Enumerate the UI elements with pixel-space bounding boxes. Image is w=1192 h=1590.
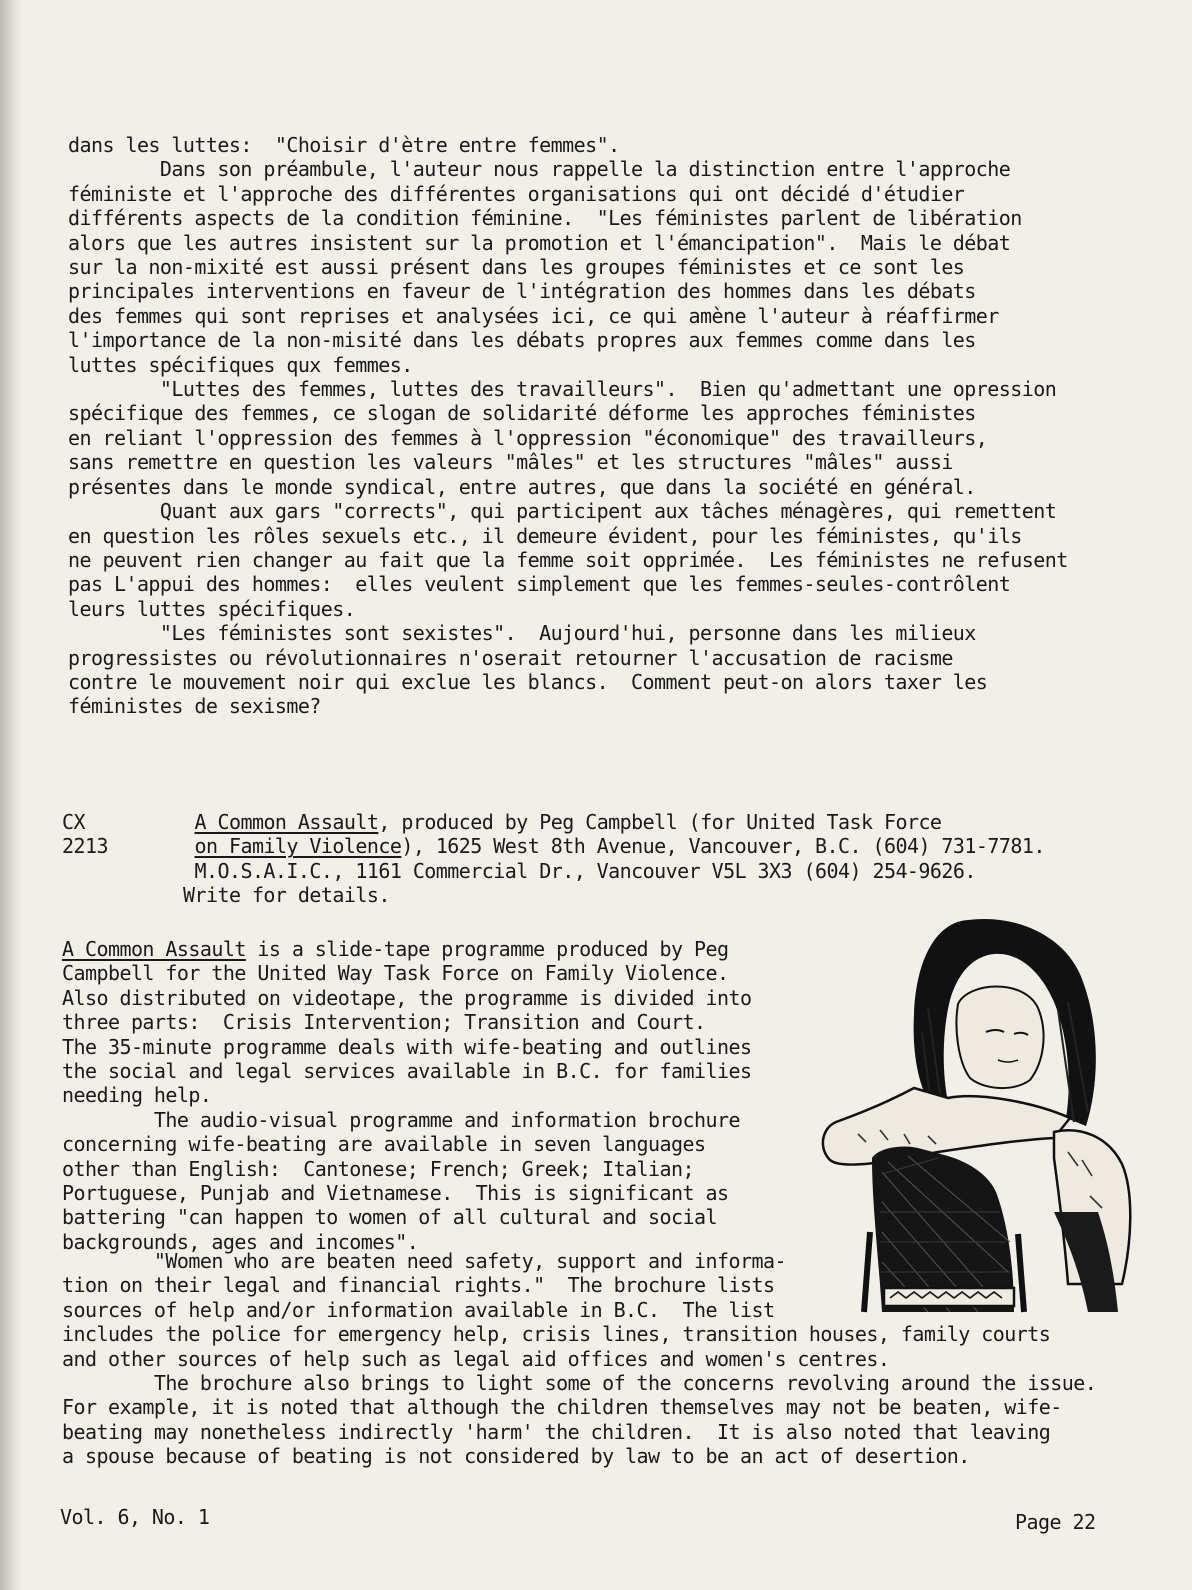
english-text-line: The 35-minute programme deals with wife-beating and outlines — [62, 1034, 752, 1059]
catalog-code — [62, 810, 108, 859]
french-text-line: ne peuvent rien changer au fait que la femme soit opprimée. Les féministes ne refusent — [68, 547, 1068, 572]
catalog-line-1: A Common Assault, produced by Peg Campbell (for United Task Force — [194, 810, 942, 834]
english-text-line: a spouse because of beating is not considered by law to be an act of desertion. — [62, 1444, 970, 1469]
english-text-line: Also distributed on videotape, the programme is divided into — [62, 985, 752, 1010]
catalog-title-continued: on Family Violence — [194, 834, 402, 859]
french-text-line: sur la non-mixité est aussi présent dans les groupes féministes et ce sont les — [68, 255, 965, 280]
french-text-line: alors que les autres insistent sur la promotion et l'émancipation". Mais le débat — [68, 230, 1011, 255]
french-text-line: progressistes ou révolutionnaires n'oserait retourner l'accusation de racisme — [68, 645, 953, 670]
woman-leaning-on-chair-illustration — [818, 912, 1136, 1316]
english-text-line: includes the police for emergency help, crisis lines, transition houses, family courts — [62, 1322, 1051, 1347]
english-text-line: tion on their legal and financial rights." The brochure lists — [62, 1273, 775, 1298]
english-text-line: concerning wife-beating are available in seven languages — [62, 1132, 706, 1157]
page-number: Page 22 — [1015, 1510, 1096, 1534]
catalog-code-line: CX — [62, 810, 85, 834]
english-intro-line: A Common Assault is a slide-tape programme produced by Peg — [62, 937, 729, 961]
french-text-line: spécifique des femmes, ce slogan de solidarité déforme les approches féministes — [68, 401, 976, 426]
french-text-line: Quant aux gars "corrects", qui participent aux tâches ménagères, qui remettent — [68, 499, 1057, 524]
english-intro-title: A Common Assault — [62, 937, 246, 961]
english-text-line: Campbell for the United Way Task Force on Family Violence. — [62, 961, 729, 986]
volume-number: Vol. 6, No. 1 — [60, 1505, 210, 1529]
french-text-line: différents aspects de la condition féminine. "Les féministes parlent de libération — [68, 206, 1022, 231]
french-text-line: féministe et l'approche des différentes organisations qui ont décidé d'étudier — [68, 181, 965, 206]
french-text-line: leurs luttes spécifiques. — [68, 596, 356, 621]
french-text-line: dans les luttes: "Choisir d'ètre entre femmes". — [68, 133, 620, 157]
catalog-code-line: 2213 — [62, 834, 108, 859]
french-text-line: des femmes qui sont reprises et analysées ici, ce qui amène l'auteur à réaffirmer — [68, 303, 999, 328]
english-text-line: needing help. — [62, 1083, 212, 1108]
french-text-line: pas L'appui des hommes: elles veulent simplement que les femmes-seules-contrôlent — [68, 572, 1011, 597]
english-text-line: backgrounds, ages and incomes". — [62, 1229, 419, 1254]
french-text-line: féministes de sexisme? — [68, 694, 321, 719]
english-text-line: and other sources of help such as legal aid offices and women's centres. — [62, 1346, 890, 1371]
english-text-line: the social and legal services available in B.C. for families — [62, 1059, 752, 1084]
french-text-line: en reliant l'oppression des femmes à l'oppression "économique" des travailleurs, — [68, 425, 988, 450]
english-text-line: Portuguese, Punjab and Vietnamese. This is significant as — [62, 1181, 729, 1206]
french-text-line: "Les féministes sont sexistes". Aujourd'hui, personne dans les milieux — [68, 621, 976, 646]
english-text-line: "Women who are beaten need safety, support and informa- — [62, 1249, 786, 1273]
catalog-reference — [183, 810, 1045, 908]
catalog-line-4: Write for details. — [183, 883, 390, 908]
french-text-line: en question les rôles sexuels etc., il demeure évident, pour les féministes, qu'ils — [68, 523, 1022, 548]
english-text-line: other than English: Cantonese; French; Greek; Italian; — [62, 1156, 695, 1181]
french-text-line: luttes spécifiques qux femmes. — [68, 352, 413, 377]
english-text-line: For example, it is noted that although the children themselves may not be beaten, wife- — [62, 1395, 1062, 1420]
french-text-line: "Luttes des femmes, luttes des travailleurs". Bien qu'admettant une opression — [68, 377, 1057, 402]
catalog-title: A Common Assault — [194, 810, 379, 834]
french-review-text — [68, 133, 1068, 719]
english-top-lines — [62, 961, 751, 1253]
english-text-line: beating may nonetheless indirectly 'harm' the children. It is also noted that leaving — [62, 1419, 1051, 1444]
english-text-line: The audio-visual programme and information brochure — [62, 1107, 740, 1132]
english-text-line: The brochure also brings to light some of the concerns revolving around the issue. — [62, 1371, 1097, 1396]
catalog-line-2: on Family Violence), 1625 West 8th Avenue, Vancouver, B.C. (604) 731-7781. — [194, 834, 1045, 859]
english-text-line: three parts: Crisis Intervention; Transition and Court. — [62, 1010, 706, 1035]
french-text-line: Dans son préambule, l'auteur nous rappelle la distinction entre l'approche — [68, 157, 1011, 182]
english-text-line: battering "can happen to women of all cultural and social — [62, 1205, 717, 1230]
english-text-line: sources of help and/or information available in B.C. The list — [62, 1297, 775, 1322]
french-text-line: présentes dans le monde syndical, entre autres, que dans la société en général. — [68, 474, 976, 499]
french-text-line: l'importance de la non-misité dans les débats propres aux femmes comme dans les — [68, 328, 976, 353]
french-text-line: sans remettre en question les valeurs "mâles" et les structures "mâles" aussi — [68, 450, 953, 475]
french-text-line: principales interventions en faveur de l'intégration des hommes dans les débats — [68, 279, 976, 304]
catalog-line-3: M.O.S.A.I.C., 1161 Commercial Dr., Vancouver V5L 3X3 (604) 254-9626. — [183, 858, 976, 883]
english-review-text-top — [62, 937, 751, 1254]
page-binding-shadow — [0, 0, 22, 1590]
french-text-line: contre le mouvement noir qui exclue les blancs. Comment peut-on alors taxer les — [68, 669, 988, 694]
